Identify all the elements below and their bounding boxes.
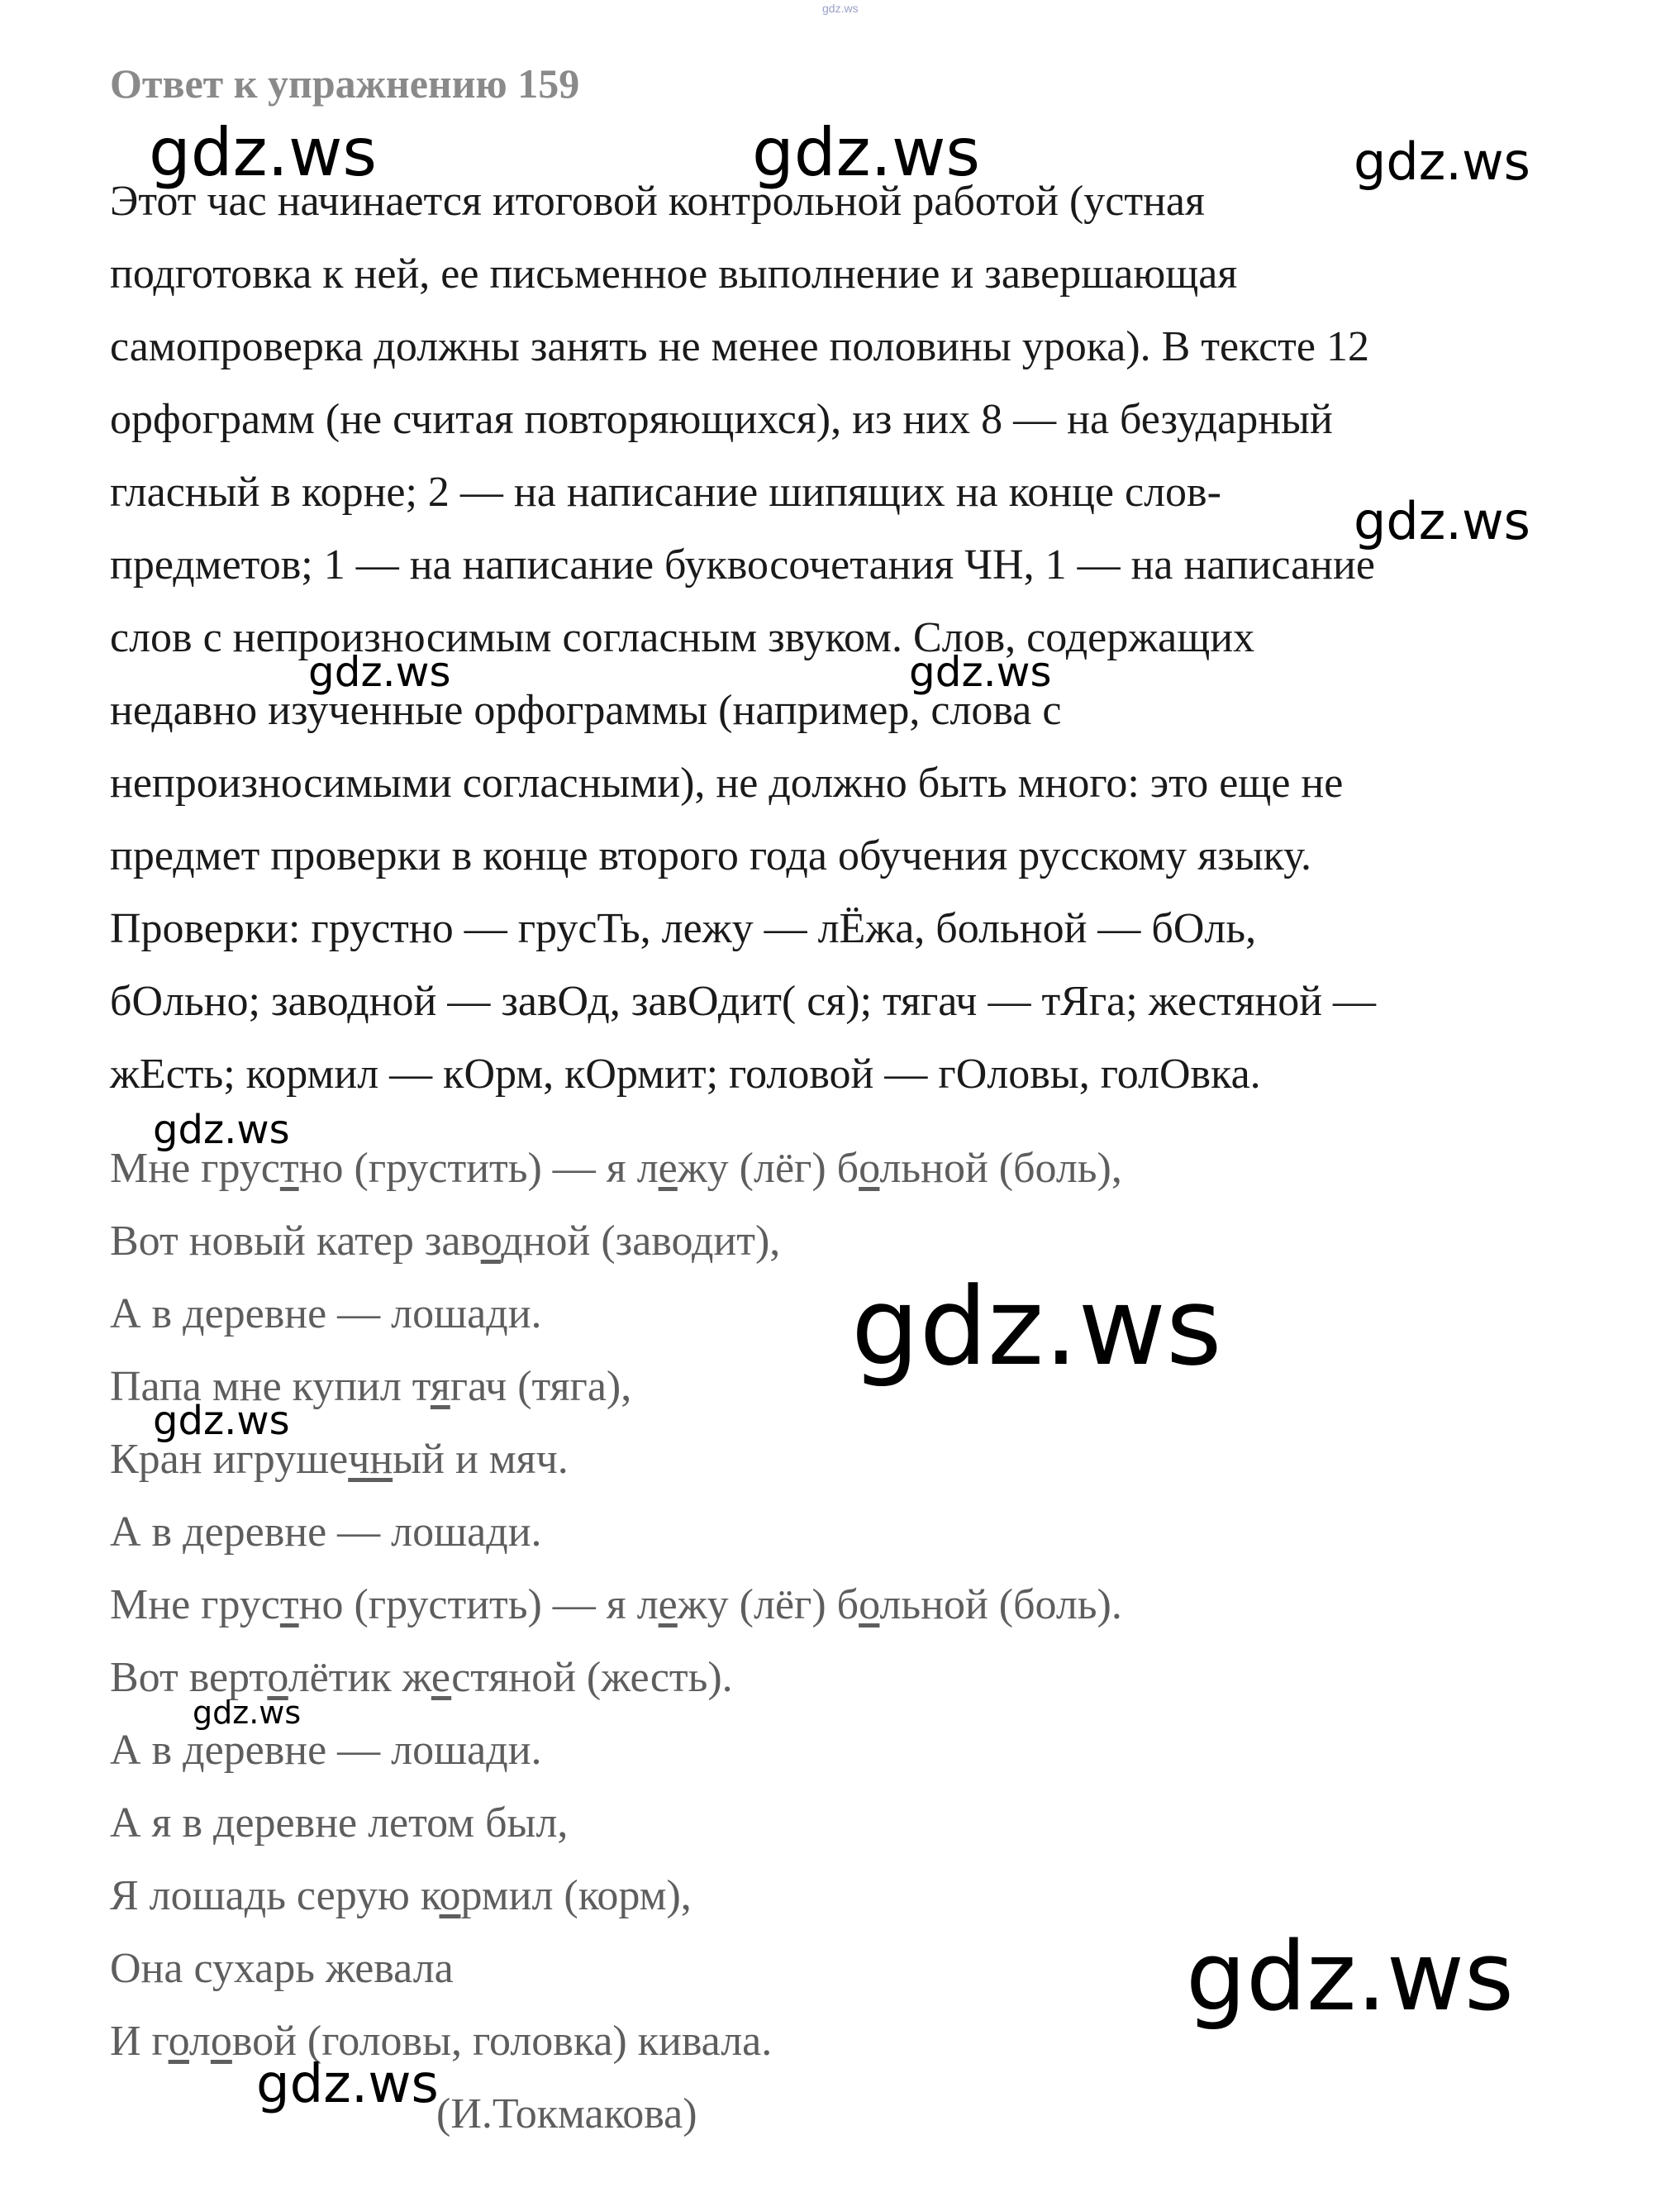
underlined-letter: я [430, 1363, 450, 1410]
poem-line [110, 1496, 1122, 1569]
poem-line [110, 1787, 1122, 1860]
poem-line [110, 1933, 1122, 2005]
underlined-letter: о [480, 1218, 502, 1265]
paragraph-line: жЕсть; кормил — кОрм, кОрмит; головой — гОловы, голОвка. [110, 1051, 1261, 1098]
page-title: Ответ к упражнению 159 [110, 60, 580, 107]
underlined-letter: о [168, 2018, 189, 2065]
paragraph-line: самопроверка должны занять не менее половины урока). В тексте 12 [110, 323, 1369, 370]
paragraph-line: гласный в корне; 2 — на написание шипящих на конце слов- [110, 469, 1221, 516]
poem-text: дной (заводит), [501, 1218, 781, 1265]
underlined-letter: т [279, 1581, 299, 1628]
poem-line [110, 1569, 1122, 1642]
poem-text: А в деревне — лошади. [110, 1508, 542, 1556]
underlined-letter: чн [348, 1436, 393, 1483]
underlined-letter: е [658, 1581, 678, 1628]
paragraph-line: непроизносимыми согласными), не должно быть много: это еще не [110, 760, 1344, 807]
watermark: gdz.ws [193, 1694, 302, 1731]
poem-text: но (грустить) — я л [298, 1581, 659, 1628]
underlined-letter: е [431, 1654, 452, 1701]
paragraph-line: подготовка к ней, ее письменное выполнение и завершающая [110, 250, 1238, 298]
watermark: gdz.ws [909, 648, 1052, 696]
watermark: gdz.ws [1354, 131, 1530, 192]
watermark: gdz.ws [256, 2054, 439, 2115]
poem-text: Она сухарь жевала [110, 1945, 454, 1992]
poem-text: Кран игрушe [110, 1436, 349, 1483]
poem-text: жу (лёг) б [677, 1581, 859, 1628]
poem-text: стяной (жесть). [451, 1654, 733, 1701]
underlined-letter: о [859, 1145, 880, 1192]
watermark: gdz.ws [308, 648, 451, 696]
underlined-letter: о [439, 1872, 461, 1919]
underlined-letter: т [279, 1145, 299, 1192]
poem-text: ый и мяч. [393, 1436, 569, 1483]
paragraph-line: бОльно; заводной — завОд, завОдит( ся); тягач — тЯга; жестяной — [110, 978, 1377, 1025]
poem-text: льной (боль). [879, 1581, 1122, 1628]
watermark: gdz.ws [149, 114, 378, 191]
watermark: gdz.ws [851, 1264, 1222, 1389]
paragraph-line: Этот час начинается итоговой контрольной работой (устная [110, 178, 1205, 225]
site-mark-small: gdz.ws [822, 2, 859, 15]
underlined-letter: е [658, 1145, 678, 1192]
underlined-letter: о [210, 2018, 232, 2065]
poem-text: Мне грус [110, 1581, 280, 1628]
poem-text: льной (боль), [879, 1145, 1122, 1192]
poem-text: но (грустить) — я л [298, 1145, 659, 1192]
poem-line [110, 1860, 1122, 1933]
poem-text: Вот верт [110, 1654, 268, 1701]
underlined-letter: о [859, 1581, 880, 1628]
poem-text: вой (головы, головка) кивала. [231, 2018, 773, 2065]
watermark: gdz.ws [1354, 491, 1530, 551]
poem-text: л [188, 2018, 211, 2065]
poem-text: Папа мне купил т [110, 1363, 431, 1410]
poem-text: лётик ж [288, 1654, 431, 1701]
poem-text: И г [110, 2018, 169, 2065]
poem-text: жу (лёг) б [677, 1145, 859, 1192]
poem-text: Вот новый катер зав [110, 1218, 481, 1265]
paragraph-line: орфограмм (не считая повторяющихся), из них 8 — на безударный [110, 396, 1333, 443]
watermark: gdz.ws [1186, 1922, 1514, 2033]
poem-text: рмил (корм), [460, 1872, 692, 1919]
poem-text: А в деревне — лошади. [110, 1727, 542, 1774]
paragraph-line: недавно изученные орфограммы (например, слова с [110, 687, 1062, 734]
poem-text: гач (тяга), [450, 1363, 632, 1410]
watermark: gdz.ws [752, 114, 981, 191]
paragraph-line: предмет проверки в конце второго года обучения русскому языку. [110, 832, 1311, 879]
underlined-letter: о [267, 1654, 288, 1701]
poem-text: А я в деревне летом был, [110, 1799, 569, 1847]
paragraph-line: предметов; 1 — на написание буквосочетания ЧН, 1 — на написание [110, 541, 1375, 589]
poem-author: (И.Токмакова) [436, 2090, 697, 2137]
answer-paragraph [110, 165, 1564, 1111]
poem-text: Я лошадь серую к [110, 1872, 440, 1919]
poem-text: А в деревне — лошади. [110, 1290, 542, 1337]
watermark: gdz.ws [153, 1398, 290, 1444]
paragraph-line: Проверки: грустно — грусТь, лежу — лЁжа, больной — бОль, [110, 905, 1257, 952]
paragraph-line: слов с непроизносимым согласным звуком. Слов, содержащих [110, 614, 1255, 661]
poem-text: Мне грус [110, 1145, 280, 1192]
watermark: gdz.ws [153, 1107, 290, 1153]
